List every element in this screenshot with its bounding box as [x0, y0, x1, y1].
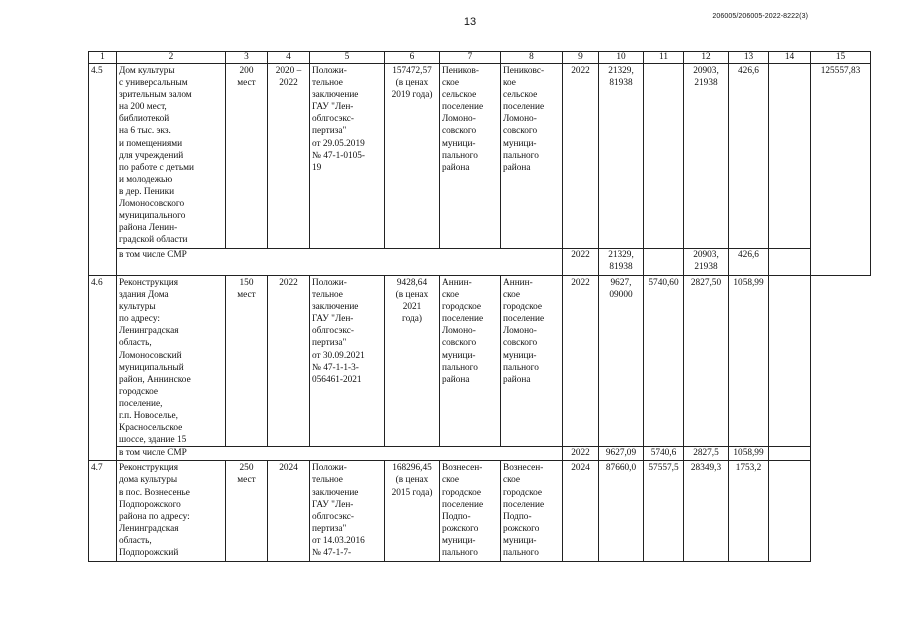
year-cell: 2022	[563, 64, 599, 249]
header-cell: 14	[769, 52, 811, 64]
smr-value-14	[769, 447, 811, 461]
header-cell: 6	[385, 52, 440, 64]
document-id: 206005/206005-2022-8222(3)	[712, 13, 808, 20]
smr-spacer	[226, 249, 563, 276]
header-cell: 5	[310, 52, 385, 64]
smr-value-14	[769, 249, 811, 276]
value-cell-13: 1753,2	[729, 461, 769, 562]
row-number: 4.6	[89, 276, 117, 461]
smr-value-12: 20903, 21938	[684, 249, 729, 276]
table-row-4-5-smr	[89, 249, 871, 276]
years-cell: 2024	[268, 461, 310, 562]
cost-cell: 168296,45 (в ценах 2015 года)	[385, 461, 440, 562]
value-cell-15	[811, 276, 871, 461]
object-name: Реконструкция дома культуры в пос. Вознесенье Подпорожского района по адресу: Ленинградская область, Подпорожский	[117, 461, 226, 562]
years-cell: 2020 – 2022	[268, 64, 310, 249]
header-cell: 7	[440, 52, 501, 64]
value-cell-13: 426,6	[729, 64, 769, 249]
value-cell-10: 21329, 81938	[599, 64, 644, 249]
header-cell: 11	[644, 52, 684, 64]
owner-cell: Пеников- ское сельское поселение Ломоно- совского муници- пального района	[440, 64, 501, 249]
data-table	[88, 51, 871, 562]
table-row-4-6-smr	[89, 447, 871, 461]
capacity-cell: 150 мест	[226, 276, 268, 447]
table-row-4-5	[89, 64, 871, 249]
header-cell: 8	[501, 52, 563, 64]
header-cell: 10	[599, 52, 644, 64]
year-cell: 2024	[563, 461, 599, 562]
object-name: Реконструкция здания Дома культуры по адресу: Ленинградская область, Ломоносовский муниципальный район, Аннинское городское поселение, г.п. Новоселье, Красносельское шоссе, здание 15	[117, 276, 226, 447]
value-cell-14	[769, 64, 811, 249]
cost-cell: 157472,57 (в ценах 2019 года)	[385, 64, 440, 249]
header-cell: 12	[684, 52, 729, 64]
header-row	[89, 52, 871, 64]
page-number: 13	[463, 16, 477, 28]
years-cell: 2022	[268, 276, 310, 447]
smr-value-13: 1058,99	[729, 447, 769, 461]
object-name: Дом культуры с универсальным зрительным залом на 200 мест, библиотекой на 6 тыс. экз. и помещениями для учреждений по работе с детьми и молодежью в дер. Пеники Ломоносовского муниципального района Ленин- градской области	[117, 64, 226, 249]
smr-value-11	[644, 249, 684, 276]
row-number: 4.5	[89, 64, 117, 276]
smr-label: в том числе СМР	[117, 447, 226, 461]
value-cell-11: 5740,60	[644, 276, 684, 447]
header-cell: 9	[563, 52, 599, 64]
year-cell: 2022	[563, 276, 599, 447]
value-cell-11	[644, 64, 684, 249]
header-cell: 4	[268, 52, 310, 64]
recipient-cell: Пениковс- кое сельское поселение Ломоно- совского муници- пального района	[501, 64, 563, 249]
header-cell: 15	[811, 52, 871, 64]
smr-value-10: 9627,09	[599, 447, 644, 461]
value-cell-14	[769, 461, 811, 562]
smr-spacer	[226, 447, 563, 461]
owner-cell: Вознесен- ское городское поселение Подпо- рожского муници- пального	[440, 461, 501, 562]
value-cell-12: 20903, 21938	[684, 64, 729, 249]
header-cell: 1	[89, 52, 117, 64]
value-cell-12: 2827,50	[684, 276, 729, 447]
smr-year-cell: 2022	[563, 447, 599, 461]
smr-value-10: 21329, 81938	[599, 249, 644, 276]
value-cell-14	[769, 276, 811, 447]
value-cell-10: 9627, 09000	[599, 276, 644, 447]
recipient-cell: Вознесен- ское городское поселение Подпо- рожского муници- пального	[501, 461, 563, 562]
row-number: 4.7	[89, 461, 117, 562]
smr-year-cell: 2022	[563, 249, 599, 276]
header-cell: 13	[729, 52, 769, 64]
value-cell-12: 28349,3	[684, 461, 729, 562]
smr-value-13: 426,6	[729, 249, 769, 276]
smr-value-12: 2827,5	[684, 447, 729, 461]
value-cell-13: 1058,99	[729, 276, 769, 447]
header-cell: 2	[117, 52, 226, 64]
recipient-cell: Аннин- ское городское поселение Ломоно- совского муници- пального района	[501, 276, 563, 447]
smr-label: в том числе СМР	[117, 249, 226, 276]
table-row-4-7	[89, 461, 871, 562]
value-cell-15: 125557,83	[811, 64, 871, 276]
owner-cell: Аннин- ское городское поселение Ломоно- совского муници- пального района	[440, 276, 501, 447]
cost-cell: 9428,64 (в ценах 2021 года)	[385, 276, 440, 447]
capacity-cell: 250 мест	[226, 461, 268, 562]
expertise-cell: Положи- тельное заключение ГАУ "Лен- облгосэкс- пертиза" от 29.05.2019 № 47-1-0105- 19	[310, 64, 385, 249]
value-cell-11: 57557,5	[644, 461, 684, 562]
smr-value-11: 5740,6	[644, 447, 684, 461]
value-cell-15	[811, 461, 871, 562]
expertise-cell: Положи- тельное заключение ГАУ "Лен- облгосэкс- пертиза" от 30.09.2021 № 47-1-1-3- 056461-2021	[310, 276, 385, 447]
expertise-cell: Положи- тельное заключение ГАУ "Лен- облгосэкс- пертиза" от 14.03.2016 № 47-1-7-	[310, 461, 385, 562]
table-row-4-6	[89, 276, 871, 447]
value-cell-10: 87660,0	[599, 461, 644, 562]
capacity-cell: 200 мест	[226, 64, 268, 249]
header-cell: 3	[226, 52, 268, 64]
